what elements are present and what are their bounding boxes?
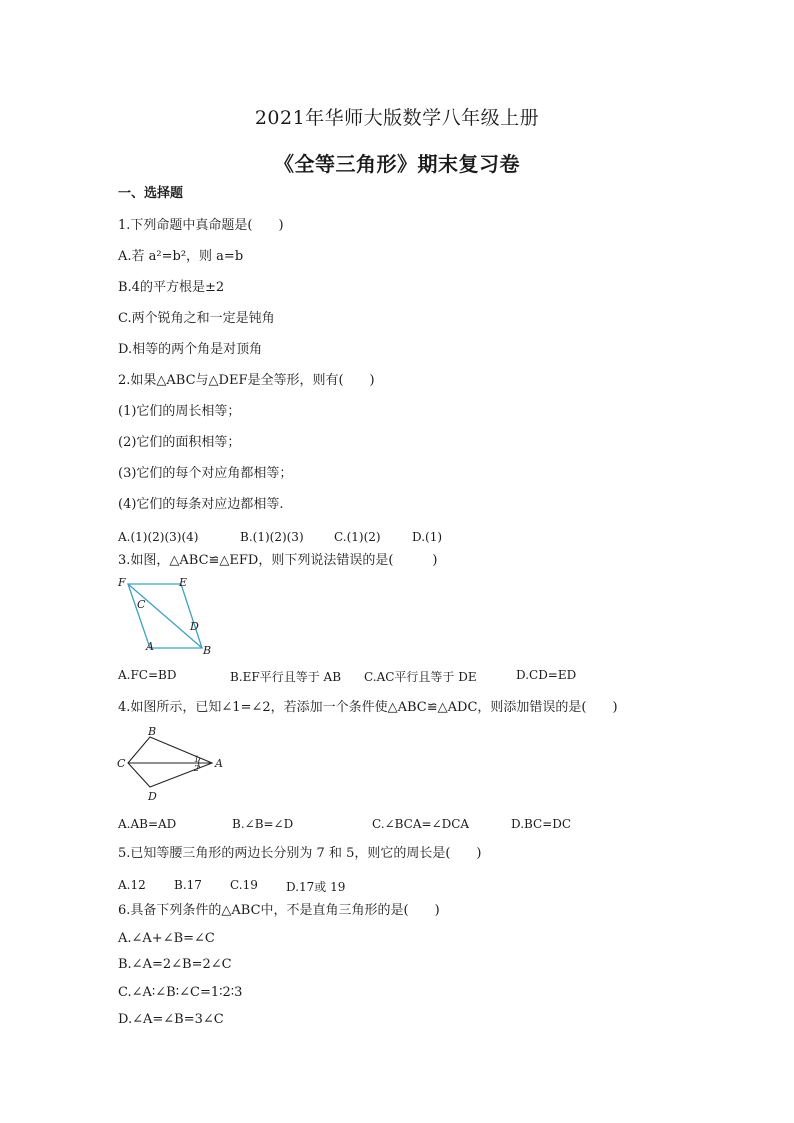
q5-option-d: D.17或 19 (286, 880, 346, 894)
q3-stem: 3.如图，△ABC≌△EFD，则下列说法错误的是( ) (118, 553, 438, 568)
q4-option-d: D.BC=DC (511, 817, 572, 831)
q2-statement-3: (3)它们的每个对应角都相等； (118, 466, 293, 481)
q4-kite (128, 737, 212, 787)
q4-label-c: C (117, 757, 126, 770)
q3-label-b: B (203, 644, 212, 657)
q6-stem: 6.具备下列条件的△ABC中，不是直角三角形的是( ) (118, 903, 440, 918)
q4-label-a: A (215, 757, 223, 770)
q4-label-b: B (148, 725, 157, 738)
q3-option-b: B.EF平行且等于 AB (230, 670, 342, 684)
q3-option-c: C.AC平行且等于 DE (364, 670, 477, 684)
q3-label-d: D (190, 620, 199, 633)
q4-figure (114, 725, 234, 805)
q6-option-a: A.∠A+∠B=∠C (118, 931, 215, 946)
q2-stem: 2.如果△ABC与△DEF是全等形，则有( ) (118, 373, 375, 388)
q3-figure (114, 574, 224, 660)
page-title: 2021年华师大版数学八年级上册 (254, 107, 540, 129)
q3-label-e: E (179, 576, 188, 589)
q5-option-a: A.12 (118, 878, 146, 892)
q3-option-a: A.FC=BD (118, 668, 177, 682)
q4-option-a: A.AB=AD (118, 817, 177, 831)
page-subtitle: 《全等三角形》期末复习卷 (274, 152, 520, 176)
q6-option-c: C.∠A∶∠B∶∠C=1∶2∶3 (118, 985, 243, 1000)
q1-option-d: D.相等的两个角是对顶角 (118, 342, 263, 357)
q4-angle-1: 1 (194, 755, 200, 764)
q1-option-a: A.若 a²=b²，则 a=b (118, 249, 244, 264)
q4-angle-2: 2 (194, 764, 200, 773)
q4-label-d: D (148, 790, 157, 803)
q1-stem: 1.下列命题中真命题是( ) (118, 218, 284, 233)
q3-option-d: D.CD=ED (516, 668, 577, 682)
q3-label-a: A (146, 640, 154, 653)
q2-option-d: D.(1) (412, 530, 443, 544)
q1-option-b: B.4的平方根是±2 (118, 280, 225, 295)
q2-option-c: C.(1)(2) (334, 530, 381, 544)
q6-option-d: D.∠A=∠B=3∠C (118, 1012, 224, 1027)
q2-statement-2: (2)它们的面积相等； (118, 435, 241, 450)
q4-stem: 4.如图所示，已知∠1=∠2，若添加一个条件使△ABC≌△ADC，则添加错误的是( ) (118, 700, 618, 715)
q1-option-c: C.两个锐角之和一定是钝角 (118, 311, 275, 326)
q2-statement-1: (1)它们的周长相等； (118, 404, 241, 419)
q2-option-a: A.(1)(2)(3)(4) (118, 530, 199, 544)
q5-option-c: C.19 (230, 878, 258, 892)
q2-statement-4: (4)它们的每条对应边都相等. (118, 497, 284, 512)
q3-label-c: C (137, 598, 146, 611)
q4-option-b: B.∠B=∠D (232, 817, 294, 831)
q6-option-b: B.∠A=2∠B=2∠C (118, 957, 232, 972)
q4-option-c: C.∠BCA=∠DCA (372, 817, 470, 831)
section-heading: 一、选择题 (118, 186, 184, 201)
q3-label-f: F (118, 576, 126, 589)
q5-stem: 5.已知等腰三角形的两边长分别为 7 和 5，则它的周长是( ) (118, 846, 482, 861)
q2-option-b: B.(1)(2)(3) (240, 530, 304, 544)
q5-option-b: B.17 (174, 878, 202, 892)
